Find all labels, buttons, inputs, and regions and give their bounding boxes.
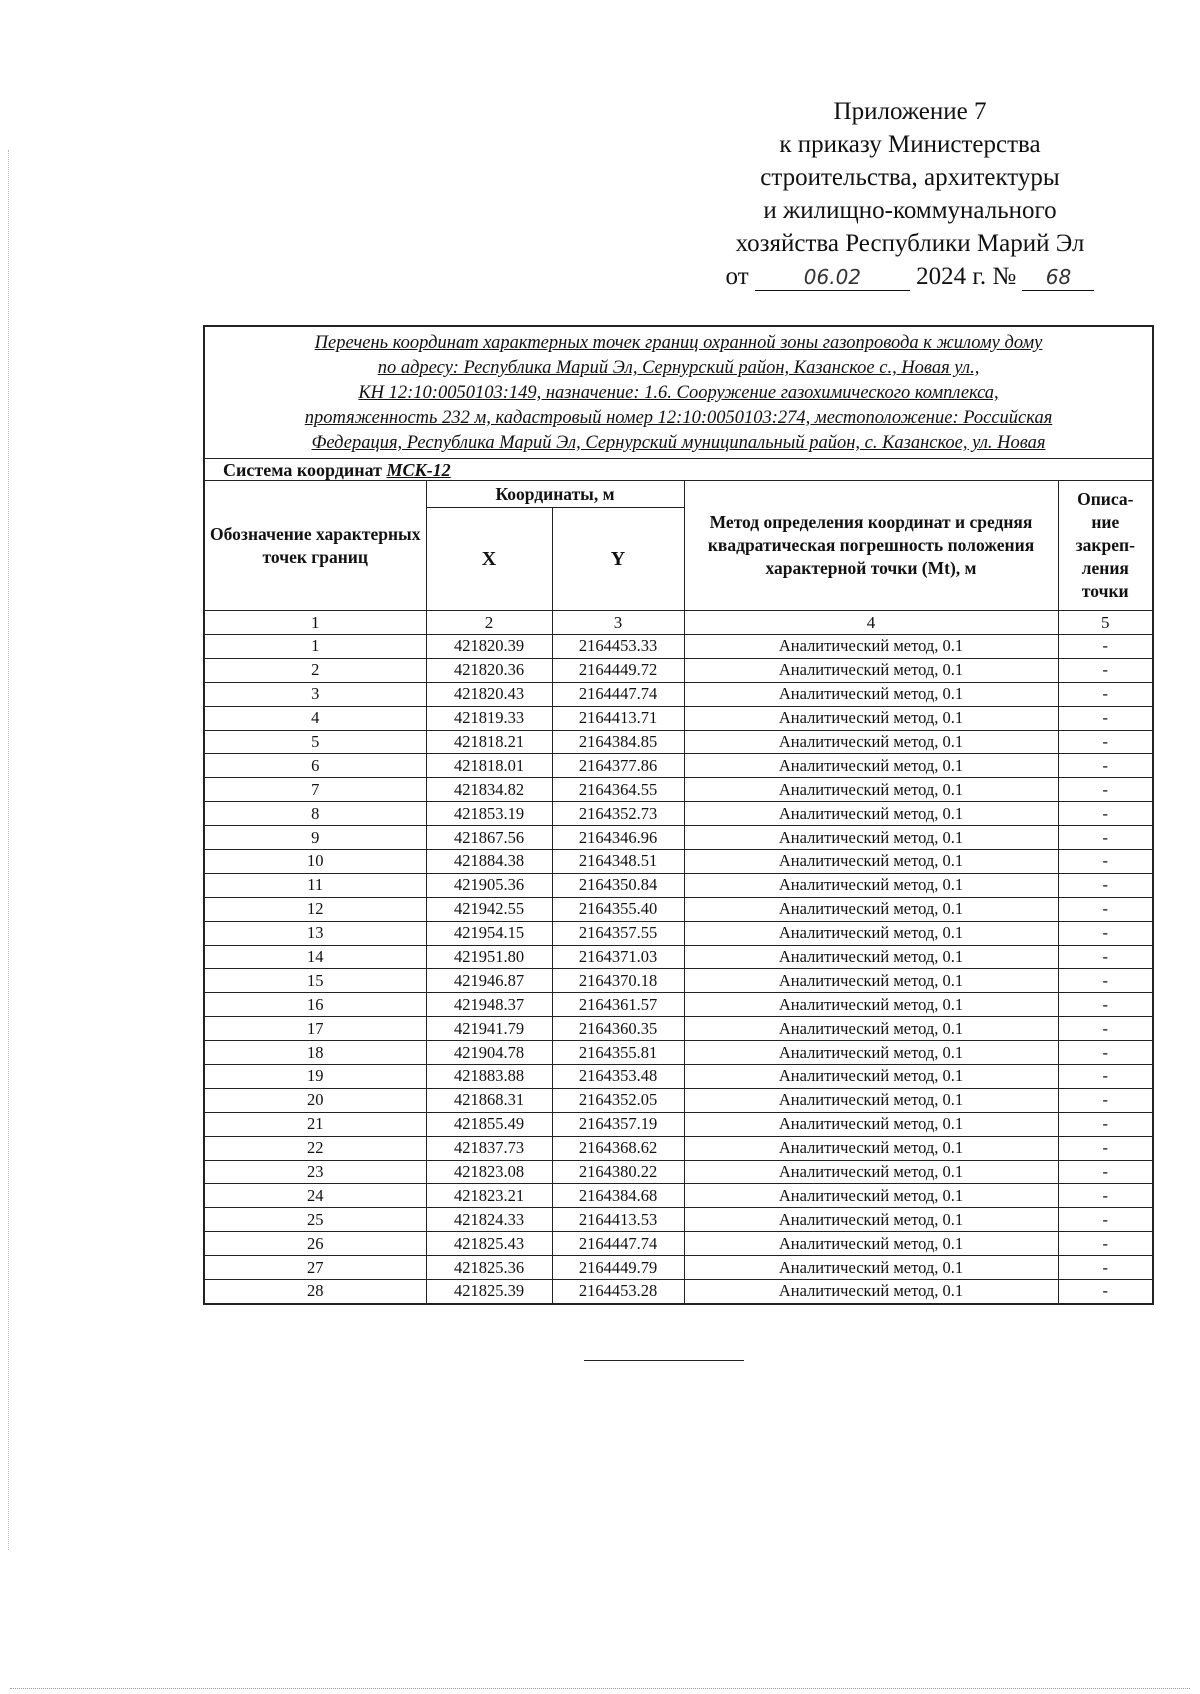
desc-cell: - xyxy=(1058,826,1153,850)
x-cell: 421905.36 xyxy=(426,873,552,897)
column-number: 1 xyxy=(204,611,426,635)
x-cell: 421868.31 xyxy=(426,1088,552,1112)
header-point: Обозначение характерных точек границ xyxy=(204,481,426,611)
x-cell: 421951.80 xyxy=(426,945,552,969)
desc-cell: - xyxy=(1058,1088,1153,1112)
x-cell: 421946.87 xyxy=(426,969,552,993)
appendix-line-3: строительства, архитектуры xyxy=(760,164,1060,191)
point-number-cell: 25 xyxy=(204,1208,426,1232)
method-cell: Аналитический метод, 0.1 xyxy=(684,1112,1058,1136)
desc-cell: - xyxy=(1058,873,1153,897)
y-cell: 2164355.40 xyxy=(552,897,684,921)
table-body xyxy=(204,635,1153,1304)
y-cell: 2164350.84 xyxy=(552,873,684,897)
table-row xyxy=(204,1160,1153,1184)
y-cell: 2164371.03 xyxy=(552,945,684,969)
method-cell: Аналитический метод, 0.1 xyxy=(684,1208,1058,1232)
y-cell: 2164447.74 xyxy=(552,682,684,706)
column-number: 5 xyxy=(1058,611,1153,635)
table-row xyxy=(204,1136,1153,1160)
point-number-cell: 16 xyxy=(204,993,426,1017)
desc-cell: - xyxy=(1058,802,1153,826)
coordinates-table xyxy=(203,325,1154,1305)
x-cell: 421855.49 xyxy=(426,1112,552,1136)
table-row xyxy=(204,682,1153,706)
table-row xyxy=(204,1112,1153,1136)
point-number-cell: 28 xyxy=(204,1280,426,1304)
point-number-cell: 8 xyxy=(204,802,426,826)
method-cell: Аналитический метод, 0.1 xyxy=(684,873,1058,897)
desc-cell: - xyxy=(1058,993,1153,1017)
desc-cell: - xyxy=(1058,897,1153,921)
x-cell: 421954.15 xyxy=(426,921,552,945)
table-row xyxy=(204,850,1153,874)
y-cell: 2164453.28 xyxy=(552,1280,684,1304)
y-cell: 2164377.86 xyxy=(552,754,684,778)
x-cell: 421820.39 xyxy=(426,635,552,659)
point-number-cell: 17 xyxy=(204,1017,426,1041)
desc-cell: - xyxy=(1058,1208,1153,1232)
table-row xyxy=(204,945,1153,969)
header-desc: Описа-ние закреп-ления точки xyxy=(1058,481,1153,611)
method-cell: Аналитический метод, 0.1 xyxy=(684,1065,1058,1089)
y-cell: 2164384.68 xyxy=(552,1184,684,1208)
method-cell: Аналитический метод, 0.1 xyxy=(684,1160,1058,1184)
x-cell: 421834.82 xyxy=(426,778,552,802)
point-number-cell: 23 xyxy=(204,1160,426,1184)
order-year: 2024 г. № xyxy=(916,263,1017,290)
table-row xyxy=(204,1088,1153,1112)
table-row xyxy=(204,993,1153,1017)
x-cell: 421823.08 xyxy=(426,1160,552,1184)
desc-cell: - xyxy=(1058,1112,1153,1136)
y-cell: 2164413.53 xyxy=(552,1208,684,1232)
method-cell: Аналитический метод, 0.1 xyxy=(684,921,1058,945)
caption-line: по адресу: Республика Марий Эл, Сернурский район, Казанское с., Новая ул., xyxy=(377,358,980,378)
x-cell: 421824.33 xyxy=(426,1208,552,1232)
y-cell: 2164352.73 xyxy=(552,802,684,826)
table-row xyxy=(204,1184,1153,1208)
y-cell: 2164353.48 xyxy=(552,1065,684,1089)
header-row-1 xyxy=(204,481,1153,508)
point-number-cell: 14 xyxy=(204,945,426,969)
point-number-cell: 10 xyxy=(204,850,426,874)
coordinate-system xyxy=(204,459,1153,481)
appendix-line-5: хозяйства Республики Марий Эл xyxy=(735,230,1085,257)
y-cell: 2164380.22 xyxy=(552,1160,684,1184)
point-number-cell: 9 xyxy=(204,826,426,850)
caption-line: КН 12:10:0050103:149, назначение: 1.6. Сооружение газохимического комплекса, xyxy=(358,383,999,403)
header-x: X xyxy=(426,508,552,611)
method-cell: Аналитический метод, 0.1 xyxy=(684,945,1058,969)
method-cell: Аналитический метод, 0.1 xyxy=(684,730,1058,754)
method-cell: Аналитический метод, 0.1 xyxy=(684,969,1058,993)
point-number-cell: 21 xyxy=(204,1112,426,1136)
desc-cell: - xyxy=(1058,1160,1153,1184)
caption-line: протяженность 232 м, кадастровый номер 12:10:0050103:274, местоположение: Российская xyxy=(304,408,1053,428)
y-cell: 2164370.18 xyxy=(552,969,684,993)
table-row xyxy=(204,1256,1153,1280)
table-row xyxy=(204,802,1153,826)
y-cell: 2164346.96 xyxy=(552,826,684,850)
appendix-title: Приложение 7 xyxy=(833,98,987,125)
x-cell: 421823.21 xyxy=(426,1184,552,1208)
desc-cell: - xyxy=(1058,730,1153,754)
order-prefix: от xyxy=(725,263,749,290)
y-cell: 2164368.62 xyxy=(552,1136,684,1160)
method-cell: Аналитический метод, 0.1 xyxy=(684,1280,1058,1304)
table-row xyxy=(204,1208,1153,1232)
point-number-cell: 12 xyxy=(204,897,426,921)
column-number-row xyxy=(204,611,1153,635)
table-row xyxy=(204,706,1153,730)
point-number-cell: 5 xyxy=(204,730,426,754)
desc-cell: - xyxy=(1058,1065,1153,1089)
desc-cell: - xyxy=(1058,969,1153,993)
x-cell: 421820.36 xyxy=(426,658,552,682)
point-number-cell: 18 xyxy=(204,1041,426,1065)
point-number-cell: 3 xyxy=(204,682,426,706)
y-cell: 2164384.85 xyxy=(552,730,684,754)
x-cell: 421825.36 xyxy=(426,1256,552,1280)
x-cell: 421819.33 xyxy=(426,706,552,730)
point-number-cell: 22 xyxy=(204,1136,426,1160)
x-cell: 421820.43 xyxy=(426,682,552,706)
table-row xyxy=(204,1017,1153,1041)
x-cell: 421818.01 xyxy=(426,754,552,778)
table-row xyxy=(204,1041,1153,1065)
desc-cell: - xyxy=(1058,1232,1153,1256)
table-row xyxy=(204,730,1153,754)
table-row xyxy=(204,921,1153,945)
desc-cell: - xyxy=(1058,682,1153,706)
desc-cell: - xyxy=(1058,850,1153,874)
x-cell: 421883.88 xyxy=(426,1065,552,1089)
method-cell: Аналитический метод, 0.1 xyxy=(684,826,1058,850)
method-cell: Аналитический метод, 0.1 xyxy=(684,1041,1058,1065)
method-cell: Аналитический метод, 0.1 xyxy=(684,1136,1058,1160)
method-cell: Аналитический метод, 0.1 xyxy=(684,802,1058,826)
x-cell: 421837.73 xyxy=(426,1136,552,1160)
method-cell: Аналитический метод, 0.1 xyxy=(684,682,1058,706)
column-number: 4 xyxy=(684,611,1058,635)
method-cell: Аналитический метод, 0.1 xyxy=(684,1232,1058,1256)
desc-cell: - xyxy=(1058,1256,1153,1280)
y-cell: 2164357.19 xyxy=(552,1112,684,1136)
header-method: Метод определения координат и средняя квадратическая погрешность положения характерной точки (Mt), м xyxy=(684,481,1058,611)
table-row xyxy=(204,658,1153,682)
table-row xyxy=(204,1280,1153,1304)
desc-cell: - xyxy=(1058,706,1153,730)
y-cell: 2164413.71 xyxy=(552,706,684,730)
table-row xyxy=(204,778,1153,802)
x-cell: 421942.55 xyxy=(426,897,552,921)
point-number-cell: 1 xyxy=(204,635,426,659)
appendix-header xyxy=(700,95,1120,293)
x-cell: 421818.21 xyxy=(426,730,552,754)
y-cell: 2164357.55 xyxy=(552,921,684,945)
method-cell: Аналитический метод, 0.1 xyxy=(684,1184,1058,1208)
table-row xyxy=(204,969,1153,993)
point-number-cell: 20 xyxy=(204,1088,426,1112)
appendix-line-2: к приказу Министерства xyxy=(779,131,1041,158)
x-cell: 421948.37 xyxy=(426,993,552,1017)
x-cell: 421853.19 xyxy=(426,802,552,826)
coordinate-system-row xyxy=(204,459,1153,481)
method-cell: Аналитический метод, 0.1 xyxy=(684,1017,1058,1041)
point-number-cell: 6 xyxy=(204,754,426,778)
end-divider xyxy=(584,1360,744,1361)
point-number-cell: 7 xyxy=(204,778,426,802)
appendix-line-4: и жилищно-коммунального xyxy=(763,197,1057,224)
x-cell: 421941.79 xyxy=(426,1017,552,1041)
y-cell: 2164453.33 xyxy=(552,635,684,659)
coordinate-system-value: МСК-12 xyxy=(386,459,451,480)
y-cell: 2164348.51 xyxy=(552,850,684,874)
x-cell: 421904.78 xyxy=(426,1041,552,1065)
column-number: 2 xyxy=(426,611,552,635)
method-cell: Аналитический метод, 0.1 xyxy=(684,993,1058,1017)
method-cell: Аналитический метод, 0.1 xyxy=(684,897,1058,921)
table-row xyxy=(204,754,1153,778)
method-cell: Аналитический метод, 0.1 xyxy=(684,658,1058,682)
y-cell: 2164449.79 xyxy=(552,1256,684,1280)
desc-cell: - xyxy=(1058,658,1153,682)
column-number: 3 xyxy=(552,611,684,635)
desc-cell: - xyxy=(1058,1280,1153,1304)
table-row xyxy=(204,826,1153,850)
order-line xyxy=(700,260,1120,293)
point-number-cell: 4 xyxy=(204,706,426,730)
desc-cell: - xyxy=(1058,945,1153,969)
method-cell: Аналитический метод, 0.1 xyxy=(684,754,1058,778)
desc-cell: - xyxy=(1058,1017,1153,1041)
point-number-cell: 26 xyxy=(204,1232,426,1256)
method-cell: Аналитический метод, 0.1 xyxy=(684,706,1058,730)
y-cell: 2164364.55 xyxy=(552,778,684,802)
table-row xyxy=(204,873,1153,897)
y-cell: 2164447.74 xyxy=(552,1232,684,1256)
y-cell: 2164355.81 xyxy=(552,1041,684,1065)
desc-cell: - xyxy=(1058,1041,1153,1065)
caption-line: Перечень координат характерных точек границ охранной зоны газопровода к жилому дому xyxy=(314,333,1043,353)
header-coords: Координаты, м xyxy=(426,481,684,508)
desc-cell: - xyxy=(1058,635,1153,659)
coordinate-system-label: Система координат xyxy=(223,459,382,480)
point-number-cell: 24 xyxy=(204,1184,426,1208)
point-number-cell: 2 xyxy=(204,658,426,682)
x-cell: 421867.56 xyxy=(426,826,552,850)
point-number-cell: 15 xyxy=(204,969,426,993)
y-cell: 2164361.57 xyxy=(552,993,684,1017)
y-cell: 2164360.35 xyxy=(552,1017,684,1041)
desc-cell: - xyxy=(1058,754,1153,778)
scan-edge-left xyxy=(8,150,9,1550)
desc-cell: - xyxy=(1058,1184,1153,1208)
table-caption-row xyxy=(204,326,1153,459)
order-date-handwritten: 06.02 xyxy=(755,264,910,291)
y-cell: 2164449.72 xyxy=(552,658,684,682)
y-cell: 2164352.05 xyxy=(552,1088,684,1112)
table-row xyxy=(204,1065,1153,1089)
header-y: Y xyxy=(552,508,684,611)
x-cell: 421825.39 xyxy=(426,1280,552,1304)
x-cell: 421825.43 xyxy=(426,1232,552,1256)
caption-line: Федерация, Республика Марий Эл, Сернурский муниципальный район, с. Казанское, ул. Новая xyxy=(311,433,1046,453)
table-row xyxy=(204,1232,1153,1256)
table-caption xyxy=(204,326,1153,459)
point-number-cell: 11 xyxy=(204,873,426,897)
method-cell: Аналитический метод, 0.1 xyxy=(684,635,1058,659)
order-number-handwritten: 68 xyxy=(1022,264,1094,291)
point-number-cell: 19 xyxy=(204,1065,426,1089)
point-number-cell: 27 xyxy=(204,1256,426,1280)
table-row xyxy=(204,897,1153,921)
desc-cell: - xyxy=(1058,1136,1153,1160)
desc-cell: - xyxy=(1058,778,1153,802)
table-row xyxy=(204,635,1153,659)
method-cell: Аналитический метод, 0.1 xyxy=(684,778,1058,802)
method-cell: Аналитический метод, 0.1 xyxy=(684,850,1058,874)
method-cell: Аналитический метод, 0.1 xyxy=(684,1088,1058,1112)
x-cell: 421884.38 xyxy=(426,850,552,874)
desc-cell: - xyxy=(1058,921,1153,945)
method-cell: Аналитический метод, 0.1 xyxy=(684,1256,1058,1280)
point-number-cell: 13 xyxy=(204,921,426,945)
scan-edge-bottom xyxy=(10,1688,1190,1689)
